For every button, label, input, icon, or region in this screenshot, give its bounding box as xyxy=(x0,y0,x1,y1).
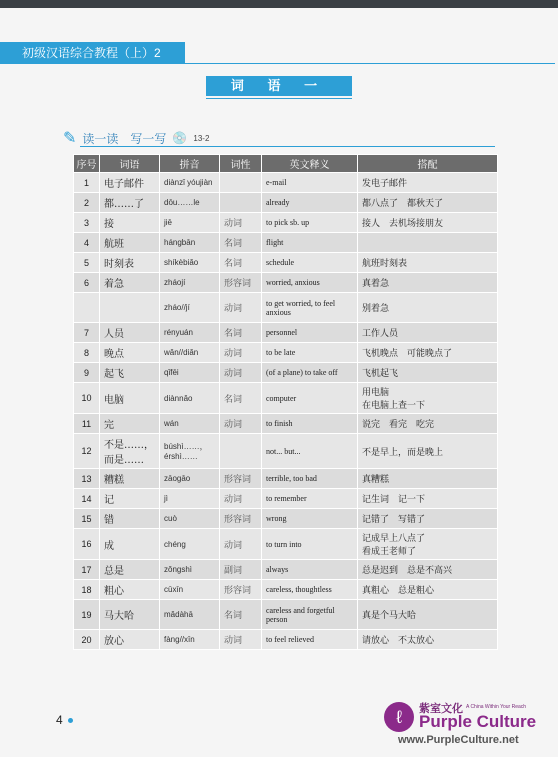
word-hanzi xyxy=(100,293,160,323)
word-part-of-speech: 形容词 xyxy=(220,469,262,489)
word-english: e-mail xyxy=(262,173,358,193)
word-hanzi: 记 xyxy=(100,489,160,509)
word-number xyxy=(74,293,100,323)
word-part-of-speech: 名词 xyxy=(220,600,262,630)
word-english: worried, anxious xyxy=(262,273,358,293)
table-row xyxy=(74,363,498,383)
section-underline xyxy=(206,98,352,99)
word-number: 4 xyxy=(74,233,100,253)
word-number: 20 xyxy=(74,630,100,650)
page-number xyxy=(56,713,73,727)
word-number: 18 xyxy=(74,580,100,600)
word-hanzi: 起飞 xyxy=(100,363,160,383)
word-number: 1 xyxy=(74,173,100,193)
word-hanzi: 人员 xyxy=(100,323,160,343)
word-number: 8 xyxy=(74,343,100,363)
word-collocation: 都八点了 都秋天了 xyxy=(358,193,498,213)
word-collocation: 工作人员 xyxy=(358,323,498,343)
word-part-of-speech: 名词 xyxy=(220,383,262,414)
word-pinyin: búshì……， érshì…… xyxy=(160,434,220,469)
table-row xyxy=(74,323,498,343)
word-hanzi: 着急 xyxy=(100,273,160,293)
word-collocation: 用电脑 在电脑上查一下 xyxy=(358,383,498,414)
brand-cn: 紫室文化 xyxy=(419,703,463,715)
word-hanzi: 航班 xyxy=(100,233,160,253)
pen-icon: ✎ xyxy=(63,130,77,147)
word-pinyin: chéng xyxy=(160,529,220,560)
word-english: schedule xyxy=(262,253,358,273)
word-pinyin: zǒngshì xyxy=(160,560,220,580)
brand-logo-icon: ℓ xyxy=(384,702,414,732)
word-hanzi: 接 xyxy=(100,213,160,233)
word-english: terrible, too bad xyxy=(262,469,358,489)
word-part-of-speech: 形容词 xyxy=(220,509,262,529)
word-hanzi: 糟糕 xyxy=(100,469,160,489)
word-collocation xyxy=(358,233,498,253)
table-row xyxy=(74,343,498,363)
table-row xyxy=(74,580,498,600)
word-pinyin: diànnǎo xyxy=(160,383,220,414)
word-collocation: 总是迟到 总是不高兴 xyxy=(358,560,498,580)
cd-icon: 💿 xyxy=(172,131,188,145)
table-row xyxy=(74,414,498,434)
top-bar xyxy=(0,0,558,8)
page-number-text: 4 xyxy=(56,713,63,727)
word-collocation: 别着急 xyxy=(358,293,498,323)
word-part-of-speech: 动词 xyxy=(220,363,262,383)
word-pinyin: dōu……le xyxy=(160,193,220,213)
word-part-of-speech: 形容词 xyxy=(220,580,262,600)
word-part-of-speech xyxy=(220,434,262,469)
word-pinyin: fàng//xīn xyxy=(160,630,220,650)
table-row xyxy=(74,383,498,414)
word-collocation: 航班时刻表 xyxy=(358,253,498,273)
table-row xyxy=(74,469,498,489)
word-hanzi: 成 xyxy=(100,529,160,560)
word-part-of-speech: 动词 xyxy=(220,213,262,233)
table-row xyxy=(74,529,498,560)
word-english: careless and forgetful person xyxy=(262,600,358,630)
word-collocation: 发电子邮件 xyxy=(358,173,498,193)
word-hanzi: 晚点 xyxy=(100,343,160,363)
word-hanzi: 完 xyxy=(100,414,160,434)
word-english: already xyxy=(262,193,358,213)
table-row xyxy=(74,489,498,509)
word-pinyin: cuò xyxy=(160,509,220,529)
word-hanzi: 总是 xyxy=(100,560,160,580)
word-part-of-speech: 名词 xyxy=(220,323,262,343)
table-row xyxy=(74,213,498,233)
brand-tagline: A China Within Your Reach xyxy=(466,704,527,710)
word-number: 14 xyxy=(74,489,100,509)
word-part-of-speech: 动词 xyxy=(220,293,262,323)
word-collocation: 接人 去机场接朋友 xyxy=(358,213,498,233)
column-header: 词性 xyxy=(220,155,262,173)
word-part-of-speech: 形容词 xyxy=(220,273,262,293)
word-english: (of a plane) to take off xyxy=(262,363,358,383)
table-row xyxy=(74,630,498,650)
word-collocation: 真粗心 总是粗心 xyxy=(358,580,498,600)
word-english: wrong xyxy=(262,509,358,529)
table-row xyxy=(74,273,498,293)
word-hanzi: 放心 xyxy=(100,630,160,650)
word-english: to finish xyxy=(262,414,358,434)
word-part-of-speech: 副词 xyxy=(220,560,262,580)
word-collocation: 真糟糕 xyxy=(358,469,498,489)
word-number: 3 xyxy=(74,213,100,233)
table-header-row xyxy=(74,155,498,173)
word-hanzi: 不是……， 而是…… xyxy=(100,434,160,469)
word-english: flight xyxy=(262,233,358,253)
word-pinyin: zháo//jí xyxy=(160,293,220,323)
word-number: 13 xyxy=(74,469,100,489)
table-row xyxy=(74,600,498,630)
word-number: 10 xyxy=(74,383,100,414)
word-collocation: 请放心 不太放心 xyxy=(358,630,498,650)
word-number: 15 xyxy=(74,509,100,529)
vocabulary-table xyxy=(73,154,498,650)
word-collocation: 说完 看完 吃完 xyxy=(358,414,498,434)
word-english: to remember xyxy=(262,489,358,509)
word-collocation: 记成早上八点了 看成王老师了 xyxy=(358,529,498,560)
table-row xyxy=(74,293,498,323)
word-number: 17 xyxy=(74,560,100,580)
word-hanzi: 粗心 xyxy=(100,580,160,600)
word-collocation: 真是个马大哈 xyxy=(358,600,498,630)
word-number: 9 xyxy=(74,363,100,383)
word-pinyin: zháojí xyxy=(160,273,220,293)
word-collocation: 不是早上，而是晚上 xyxy=(358,434,498,469)
table-row xyxy=(74,560,498,580)
brand-url: www.PurpleCulture.net xyxy=(398,734,519,746)
word-pinyin: shíkèbiǎo xyxy=(160,253,220,273)
column-header: 序号 xyxy=(74,155,100,173)
word-pinyin: wǎn//diǎn xyxy=(160,343,220,363)
book-title: 初级汉语综合教程（上）2 xyxy=(0,42,185,64)
word-hanzi: 都……了 xyxy=(100,193,160,213)
word-english: always xyxy=(262,560,358,580)
word-english: to feel relieved xyxy=(262,630,358,650)
word-english: to pick sb. up xyxy=(262,213,358,233)
word-hanzi: 错 xyxy=(100,509,160,529)
brand-watermark xyxy=(384,700,554,752)
word-number: 16 xyxy=(74,529,100,560)
word-pinyin: hángbān xyxy=(160,233,220,253)
word-number: 2 xyxy=(74,193,100,213)
table-row xyxy=(74,193,498,213)
word-hanzi: 电脑 xyxy=(100,383,160,414)
word-collocation: 记错了 写错了 xyxy=(358,509,498,529)
word-english: to turn into xyxy=(262,529,358,560)
word-part-of-speech xyxy=(220,193,262,213)
section-title: 词 语 一 xyxy=(206,76,352,96)
word-collocation: 飞机晚点 可能晚点了 xyxy=(358,343,498,363)
column-header: 拼音 xyxy=(160,155,220,173)
word-english: personnel xyxy=(262,323,358,343)
word-pinyin: rényuán xyxy=(160,323,220,343)
word-pinyin: wán xyxy=(160,414,220,434)
word-english: to be late xyxy=(262,343,358,363)
exercise-title: 读一读 写一写 xyxy=(82,131,167,146)
word-pinyin: qǐfēi xyxy=(160,363,220,383)
table-row xyxy=(74,509,498,529)
word-pinyin: jì xyxy=(160,489,220,509)
audio-track: 13-2 xyxy=(193,133,210,143)
word-hanzi: 时刻表 xyxy=(100,253,160,273)
word-collocation: 真着急 xyxy=(358,273,498,293)
word-part-of-speech: 名词 xyxy=(220,253,262,273)
table-row xyxy=(74,233,498,253)
table-row xyxy=(74,434,498,469)
word-hanzi: 电子邮件 xyxy=(100,173,160,193)
word-pinyin: zāogāo xyxy=(160,469,220,489)
word-english: not... but... xyxy=(262,434,358,469)
word-collocation: 记生词 记一下 xyxy=(358,489,498,509)
word-english: computer xyxy=(262,383,358,414)
word-part-of-speech: 动词 xyxy=(220,414,262,434)
word-number: 19 xyxy=(74,600,100,630)
word-number: 5 xyxy=(74,253,100,273)
word-pinyin: jiē xyxy=(160,213,220,233)
word-part-of-speech: 名词 xyxy=(220,233,262,253)
word-number: 6 xyxy=(74,273,100,293)
word-part-of-speech: 动词 xyxy=(220,529,262,560)
word-hanzi: 马大哈 xyxy=(100,600,160,630)
column-header: 搭配 xyxy=(358,155,498,173)
exercise-heading xyxy=(63,128,209,148)
column-header: 词语 xyxy=(100,155,160,173)
column-header: 英文释义 xyxy=(262,155,358,173)
word-english: careless, thoughtless xyxy=(262,580,358,600)
word-part-of-speech: 动词 xyxy=(220,343,262,363)
section-rule xyxy=(80,146,495,147)
word-pinyin: cūxīn xyxy=(160,580,220,600)
table-row xyxy=(74,173,498,193)
word-english: to get worried, to feel anxious xyxy=(262,293,358,323)
word-pinyin: diànzǐ yóujiàn xyxy=(160,173,220,193)
word-part-of-speech: 动词 xyxy=(220,630,262,650)
brand-en: Purple Culture xyxy=(419,712,537,731)
word-number: 11 xyxy=(74,414,100,434)
word-pinyin: mǎdàhā xyxy=(160,600,220,630)
word-part-of-speech: 动词 xyxy=(220,489,262,509)
word-number: 7 xyxy=(74,323,100,343)
header-rule xyxy=(185,63,555,64)
page-dot xyxy=(68,718,73,723)
table-row xyxy=(74,253,498,273)
word-part-of-speech xyxy=(220,173,262,193)
word-collocation: 飞机起飞 xyxy=(358,363,498,383)
word-number: 12 xyxy=(74,434,100,469)
